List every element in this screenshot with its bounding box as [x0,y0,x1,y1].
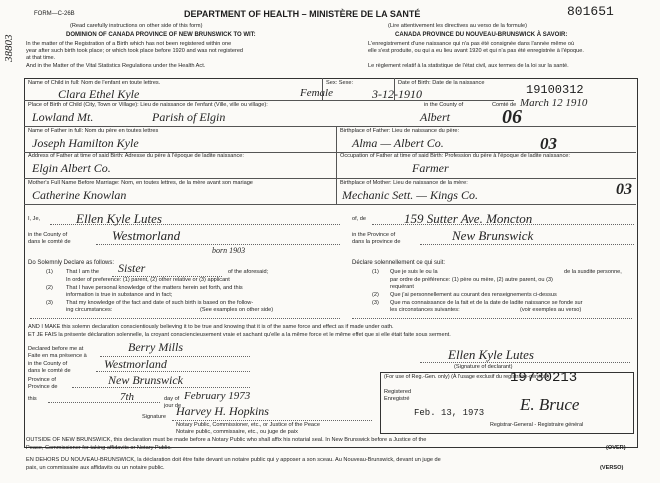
place-birth-label: Place of Birth of Child (City, Town or Village): Lieu de naissance de l'enfant (Ville, ville ou village): [28,102,268,108]
father-code-value: 03 [540,134,557,153]
province-fr-label: dans la province de [352,239,401,245]
county-value: Albert [420,110,450,124]
sex-value: Female [300,87,333,99]
notary-label: Notary Public, Commissioner, etc., or Justice of the Peace [176,422,320,428]
mother-name-label: Mother's Full Name Before Marriage: Nom, en toutes lettres, de la mère avant son mariage [28,180,253,186]
declarant-name-value: Ellen Kyle Lutes [76,211,162,226]
father-name-label: Name of Father in full: Nom du père en toutes lettres [28,128,159,134]
declarant-province-value: New Brunswick [452,228,534,243]
registration-stamp-number: 19100312 [526,83,584,97]
matter-line-2-fr: elle s'est produite, ou qui a eu lieu avant 1920 et qui n'a pas été enregistrée à l'époque. [368,48,584,54]
father-address-label: Address of Father at time of said Birth: Adresse du père à l'époque de ladite naissance: [28,153,244,159]
father-name-value: Joseph Hamilton Kyle [32,136,139,150]
father-address-value: Elgin Albert Co. [32,161,111,175]
mother-birthplace-label: Birthplace of Mother: Lieu de naissance de la mère: [340,180,468,186]
enregistre-label: Enregistré [384,396,410,402]
decl-1c-fr: par ordre de préférence: (1) père ou mère, (2) autre parent, ou (3) [390,277,553,283]
solemn-text-en: AND I MAKE this solemn declaration conscientiously believing it to be true and knowing that it is of the same force and effect as if made under oath. [28,324,394,330]
birth-declaration-form: FORM—C-26B DEPARTMENT OF HEALTH – MINISTÈRE DE LA SANTÉ 801651 38803 (Read carefully instructions on other side of this form) (Lire attentivement les directives au verso de la formule) DOMINION OF CANADA PROVINCE OF NEW BRUNSWICK TO WIT: CANADA PROVINCE DU NOUVEAU-BRUNSWICK À SAVOIR: In the matter of the Registration of a Birth which has not been registered within one year after such birth took place; or which took place before 1920 and was not registered at that time. And in the Matter of the Vital Statistics Regulations under the Health Act. L'enregistrement d'une naissance qui n'a pas été consignée dans l'année même où elle s'est produite, ou qui a eu lieu avant 1920 et qui n'a pas été enregistrée à l'époque. Le règlement relatif à la statistique de l'état civil, aux termes de la loi sur la santé. Name of Child in full: Nom de l'enfant en toute lettres. Sex: Sexe: Date of Birth: Date de la naissance Clara Ethel Kyle Female 3-12-1910 19100312 March 12 1910 Place of Birth of Child (City, Town or Village): Lieu de naissance de l'enfant (Ville, ville ou village): in the County of Comté de Lowland Mt. Parish of Elgin Albert 06 Name of Father in full: Nom du père en toutes lettres Birthplace of Father: Lieu de naissance du père: Joseph Hamilton Kyle Alma — Albert Co. 03 Address of Father at time of said Birth: Adresse du père à l'époque de ladite naissance: Occupation of Father at time of said Birth: Profession du père à l'époque de ladite naissance: Elgin Albert Co. Farmer Mother's Full Name Before Marriage: Nom, en toutes lettres, de la mère avant son mariage Birthplace of Mother: Lieu de naissance de la mère: Catherine Knowlan Mechanic Sett. — Kings Co. 03 I, Je, Ellen Kyle Lutes of, de 159 Sutter Ave. Moncton in the County of dans le comté de Westmorland in the Province of dans la province de New Brunswick Do Solemnly Declare as follows: Déclare solennellement ce qui suit: born 1903 (1) That I am the Sister of the aforesaid; In order of preference: (1) parent, (2) other relative or (3) applicant (2) That I have personal knowledge of the matters herein set forth, and this information is true in substance and in fact; (3) That my knowledge of the fact and date of such birth is based on the follow- ing circumstances: (See examples on other side) (1) Que je suis le ou la de la susdite personne, par ordre de préférence: (1) père ou mère, (2) autre parent, ou (3) requérant (2) Que j'ai personnellement au courant des renseignements ci-dessus (3) Que ma connaissance de la fait et de la date de ladite naissance se fonde sur les circonstances suivantes: (voir exemples au verso) AND I MAKE this solemn declaration conscientiously believing it to be true and knowing that it is of the same force and effect as if made under oath. ET JE FAIS la présente déclaration solennelle, la croyant consciencieusement vraie et sachant qu'elle a la même force et le même effet que si elle était faite sous serment. Declared before me at Faite en ma présence à Berry Mills in the County of dans le comté de Westmorland Province of Province de New Brunswick this 7th day of February 1973 jour de Signature Harvey H. Hopkins Notary Public, Commissioner, etc., or Justice of the Peace Notaire public, commissaire, etc., ou juge de paix Ellen Kyle Lutes (Signature of declarant) (For use of Reg.-Gen. only) (À l'usage exclusif du registraire-général) 19730213 Registered Enregistré Feb. 13, 1973 E. Bruce Registrar-General - Registraire général OUTSIDE OF NEW BRUNSWICK, this declaration must be made before a Notary Public who shall affix his notarial seal. In New Brunswick before a Justice of the Peace, Commissioner for taking affidavits or Notary Public. (OVER) EN DEHORS DU NOUVEAU-BRUNSWICK, la déclaration doit être faite devant un notaire public qui y apposer a son sceau. Au Nouveau-Brunswick, devant un juge de paix, un commissaire aux affidavits ou un notaire public. (VERSO) [0,0,660,483]
relation-note-value: born 1903 [212,246,246,255]
dominion-heading-en: DOMINION OF CANADA PROVINCE OF NEW BRUNSWICK TO WIT: [66,32,256,38]
declared-county-value: Westmorland [104,357,167,371]
county-of-decl-label: in the County of [28,361,68,367]
office-use-label: (For use of Reg.-Gen. only) (À l'usage exclusif du registraire-général) [384,374,549,380]
matter-line-1-fr: L'enregistrement d'une naissance qui n'a pas été consignée dans l'année même où [368,41,575,47]
decl-3b-fr: (voir exemples au verso) [520,307,582,313]
declarant-signature: Ellen Kyle Lutes [448,347,534,362]
county-en-label: in the County of [28,232,68,238]
decl-1b-fr: de la susdite personne, [564,269,622,275]
dob-label: Date of Birth: Date de la naissance [398,80,485,86]
decl-3b-en: ing circumstances: [66,307,113,313]
decl-2b-fr: Que ma connaissance de la fait et de la date de ladite naissance se fonde sur [390,300,583,306]
father-occupation-label: Occupation of Father at time of said Birth: Profession du père à l'époque de ladite naissance: [340,153,570,159]
parish-value: Parish of Elgin [152,110,226,124]
declared-province-value: New Brunswick [108,373,183,387]
matter-line-2-en: year after such birth took place; or which took place before 1920 and was not registered [26,48,244,54]
comte-de-decl-label: dans le comté de [28,368,71,374]
outside-en-text-2: Peace, Commissioner for taking affidavits or Notary Public. [26,445,172,451]
decl-2-en: That I have personal knowledge of the matters herein set forth, and this [66,285,243,291]
reg-number-value: 19730213 [510,370,578,386]
notary-fr-label: Notaire public, commissaire, etc., ou juge de paix [176,429,298,435]
outside-fr-text-2: paix, un commissaire aux affidavits ou un notaire public. [26,465,165,471]
of-de-label: of, de [352,216,366,222]
dominion-heading-fr: CANADA PROVINCE DU NOUVEAU-BRUNSWICK À SAVOIR: [395,32,568,38]
outside-en-text: OUTSIDE OF NEW BRUNSWICK, this declaration must be made before a Notary Public who shall affix his notarial seal. In New Brunswick before a Justice of the [26,437,427,443]
matter-line-4-en: And in the Matter of the Vital Statistics Regulations under the Health Act. [26,63,206,69]
comte-de-label: Comté de [492,102,517,108]
reg-date-value: Feb. 13, 1973 [414,408,485,418]
decl-3-en: That my knowledge of the fact and date of such birth is based on the follow- [66,300,254,306]
decl-2-fr: Que j'ai personnellement au courant des renseignements ci-dessus [390,292,557,298]
mother-code-value: 03 [616,181,632,198]
registrar-general-label: Registrar-General - Registraire général [490,422,584,428]
registered-label: Registered [384,389,412,395]
father-birthplace-value: Alma — Albert Co. [352,136,444,150]
verso-label: (VERSO) [600,465,624,471]
county-fr-label: dans le comté de [28,239,71,245]
province-de-label: Province de [28,384,58,390]
i-je-label: I, Je, [28,216,41,222]
child-name-label: Name of Child in full: Nom de l'enfant en toute lettres. [28,80,161,86]
father-birthplace-label: Birthplace of Father: Lieu de naissance du père: [340,128,460,134]
province-en-label: in the Province of [352,232,396,238]
declared-fr-label: Faite en ma présence à [28,353,87,359]
decl-3-fr: les circonstances suivantes: [390,307,460,313]
outside-fr-text: EN DEHORS DU NOUVEAU-BRUNSWICK, la déclaration doit être faite devant un notaire public qui y apposer a son sceau. Au Nouveau-Brunswick, devant un juge de [26,457,441,463]
matter-line-3-fr: Le règlement relatif à la statistique de l'état civil, aux termes de la loi sur la santé. [368,63,569,69]
decl-1d-fr: requérant [390,284,414,290]
day-of-label: day of [164,396,180,402]
form-title: DEPARTMENT OF HEALTH – MINISTÈRE DE LA SANTÉ [184,9,421,19]
this-label: this [28,396,37,402]
declarant-address-value: 159 Sutter Ave. Moncton [404,211,533,226]
mother-name-value: Catherine Knowlan [32,188,127,202]
matter-line-3-en: at that time. [26,55,56,61]
declared-place-value: Berry Mills [128,340,183,354]
over-label: (OVER) [606,445,626,451]
child-name-value: Clara Ethel Kyle [58,87,140,101]
decl-2b-en: information is true in substance and in fact; [66,292,173,298]
form-number: FORM—C-26B [34,11,75,17]
read-instructions-fr: (Lire attentivement les directives au verso de la formule) [388,23,527,29]
declared-en-label: Declared before me at [28,346,84,352]
margin-number: 38803 [3,34,15,62]
relation-value: Sister [118,261,146,275]
dob-value: 3-12-1910 [372,87,422,101]
jour-de-label: jour de [164,403,182,409]
place-value: Lowland Mt. [32,110,94,124]
matter-line-1-en: In the matter of the Registration of a Birth which has not been registered within one [26,41,232,47]
day-value: 7th [120,391,135,403]
sex-label: Sex: Sexe: [326,80,354,86]
decl-1c-en: In order of preference: (1) parent, (2) other relative or (3) applicant [66,277,230,283]
sig-declarant-label: (Signature of declarant) [454,364,513,370]
registration-stamp-date: March 12 1910 [520,97,588,109]
solemn-en-label: Do Solemnly Declare as follows: [28,260,115,266]
read-instructions-en: (Read carefully instructions on other side of this form) [70,23,203,29]
decl-3c-en: (See examples on other side) [200,307,274,313]
county-of-label: in the County of [424,102,464,108]
county-code-value: 06 [502,106,522,128]
registrar-signature: E. Bruce [520,395,580,414]
decl-1-fr: Que je suis le ou la [390,269,438,275]
declarant-county-value: Westmorland [112,228,181,243]
month-year-value: February 1973 [184,390,251,402]
decl-1-en: That I am the [66,269,99,275]
notary-signature: Harvey H. Hopkins [176,404,269,418]
father-occupation-value: Farmer [412,161,449,175]
mother-birthplace-value: Mechanic Sett. — Kings Co. [342,188,478,202]
decl-1b-en: of the aforesaid; [228,269,269,275]
signature-label: Signature [142,414,166,420]
province-of-label: Province of [28,377,56,383]
solemn-fr-label: Déclare solennellement ce qui suit: [352,260,446,266]
solemn-text-fr: ET JE FAIS la présente déclaration solennelle, la croyant consciencieusement vraie et sachant qu'elle a la même force et le même effet que si elle était faite sous serment. [28,332,451,338]
serial-number: 801651 [567,4,614,19]
